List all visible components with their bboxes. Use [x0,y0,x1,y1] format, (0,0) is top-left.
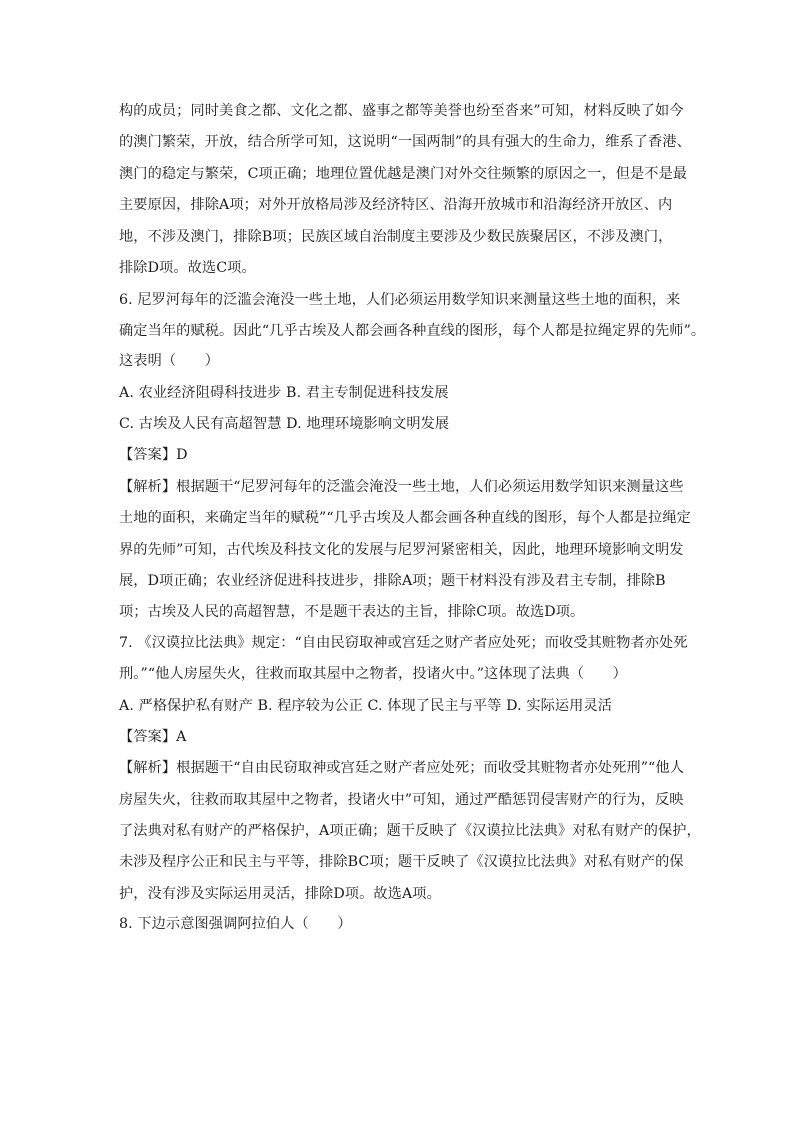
text-line: 房屋失火，往救而取其屋中之物者，投诸火中”可知，通过严酷惩罚侵害财产的行为，反映 [119,792,684,808]
question-7-answer: 【答案】A [119,729,187,745]
question-6-options-ab: A. 农业经济阻碍科技进步 B. 君主专制促进科技发展 [119,385,449,401]
text-line: 这表明（ ） [119,353,220,369]
question-7-stem: 7. 《汉谟拉比法典》规定：“自由民窃取神或宫廷之财产者应处死；而收受其赃物者亦处死 [119,635,688,651]
text-line: 的澳门繁荣，开放，结合所学可知，这说明“一国两制”的具有强大的生命力，维系了香港、 [119,134,691,150]
text-line: 了法典对私有财产的严格保护，A项正确；题干反映了《汉谟拉比法典》对私有财产的保护， [119,823,701,839]
text-line: 澳门的稳定与繁荣，C项正确；地理位置优越是澳门对外交往频繁的原因之一，但是不是最 [119,166,688,182]
question-6-options-cd: C. 古埃及人民有高超智慧 D. 地理环境影响文明发展 [119,416,450,432]
question-8-stem: 8. 下边示意图强调阿拉伯人（ ） [119,916,352,932]
text-line: 展，D项正确；农业经济促进科技进步，排除A项；题干材料没有涉及君主专制，排除B [119,573,666,589]
question-6-answer: 【答案】D [119,447,188,463]
text-line: 项；古埃及人民的高超智慧，不是题干表达的主旨，排除C项。故选D项。 [119,604,585,620]
text-line: 护，没有涉及实际运用灵活，排除D项。故选A项。 [119,886,441,902]
question-6-stem: 6. 尼罗河每年的泛滥会淹没一些土地，人们必须运用数学知识来测量这些土地的面积，来 [119,292,681,308]
text-line: 排除D项。故选C项。 [119,260,256,276]
text-line: 主要原因，排除A项；对外开放格局涉及经济特区、沿海开放城市和沿海经济开放区、内 [119,197,673,213]
text-line: 构的成员；同时美食之都、文化之都、盛事之都等美誉也纷至沓来”可知，材料反映了如今 [119,103,684,119]
text-line: 刑。”“他人房屋失火，往救而取其屋中之物者，投诸火中。”这体现了法典（ ） [119,666,627,682]
question-6-analysis: 【解析】根据题干“尼罗河每年的泛滥会淹没一些土地，人们必须运用数学知识来测量这些 [119,479,684,495]
question-7-options: A. 严格保护私有财产 B. 程序较为公正 C. 体现了民主与平等 D. 实际运用灵活 [119,698,613,714]
text-line: 界的先师”可知，古代埃及科技文化的发展与尼罗河紧密相关，因此，地理环境影响文明发 [119,542,684,558]
text-line: 土地的面积，来确定当年的赋税”“几乎古埃及人都会画各种直线的图形，每个人都是拉绳定 [119,510,691,526]
text-line: 确定当年的赋税。因此“几乎古埃及人都会画各种直线的图形，每个人都是拉绳定界的先师”。 [119,323,706,339]
text-line: 未涉及程序公正和民主与平等，排除BC项；题干反映了《汉谟拉比法典》对私有财产的保 [119,854,684,870]
text-line: 地，不涉及澳门，排除B项；民族区域自治制度主要涉及少数民族聚居区，不涉及澳门， [119,229,673,245]
question-7-analysis: 【解析】根据题干“自由民窃取神或宫廷之财产者应处死；而收受其赃物者亦处死刑”“他人 [119,760,684,776]
